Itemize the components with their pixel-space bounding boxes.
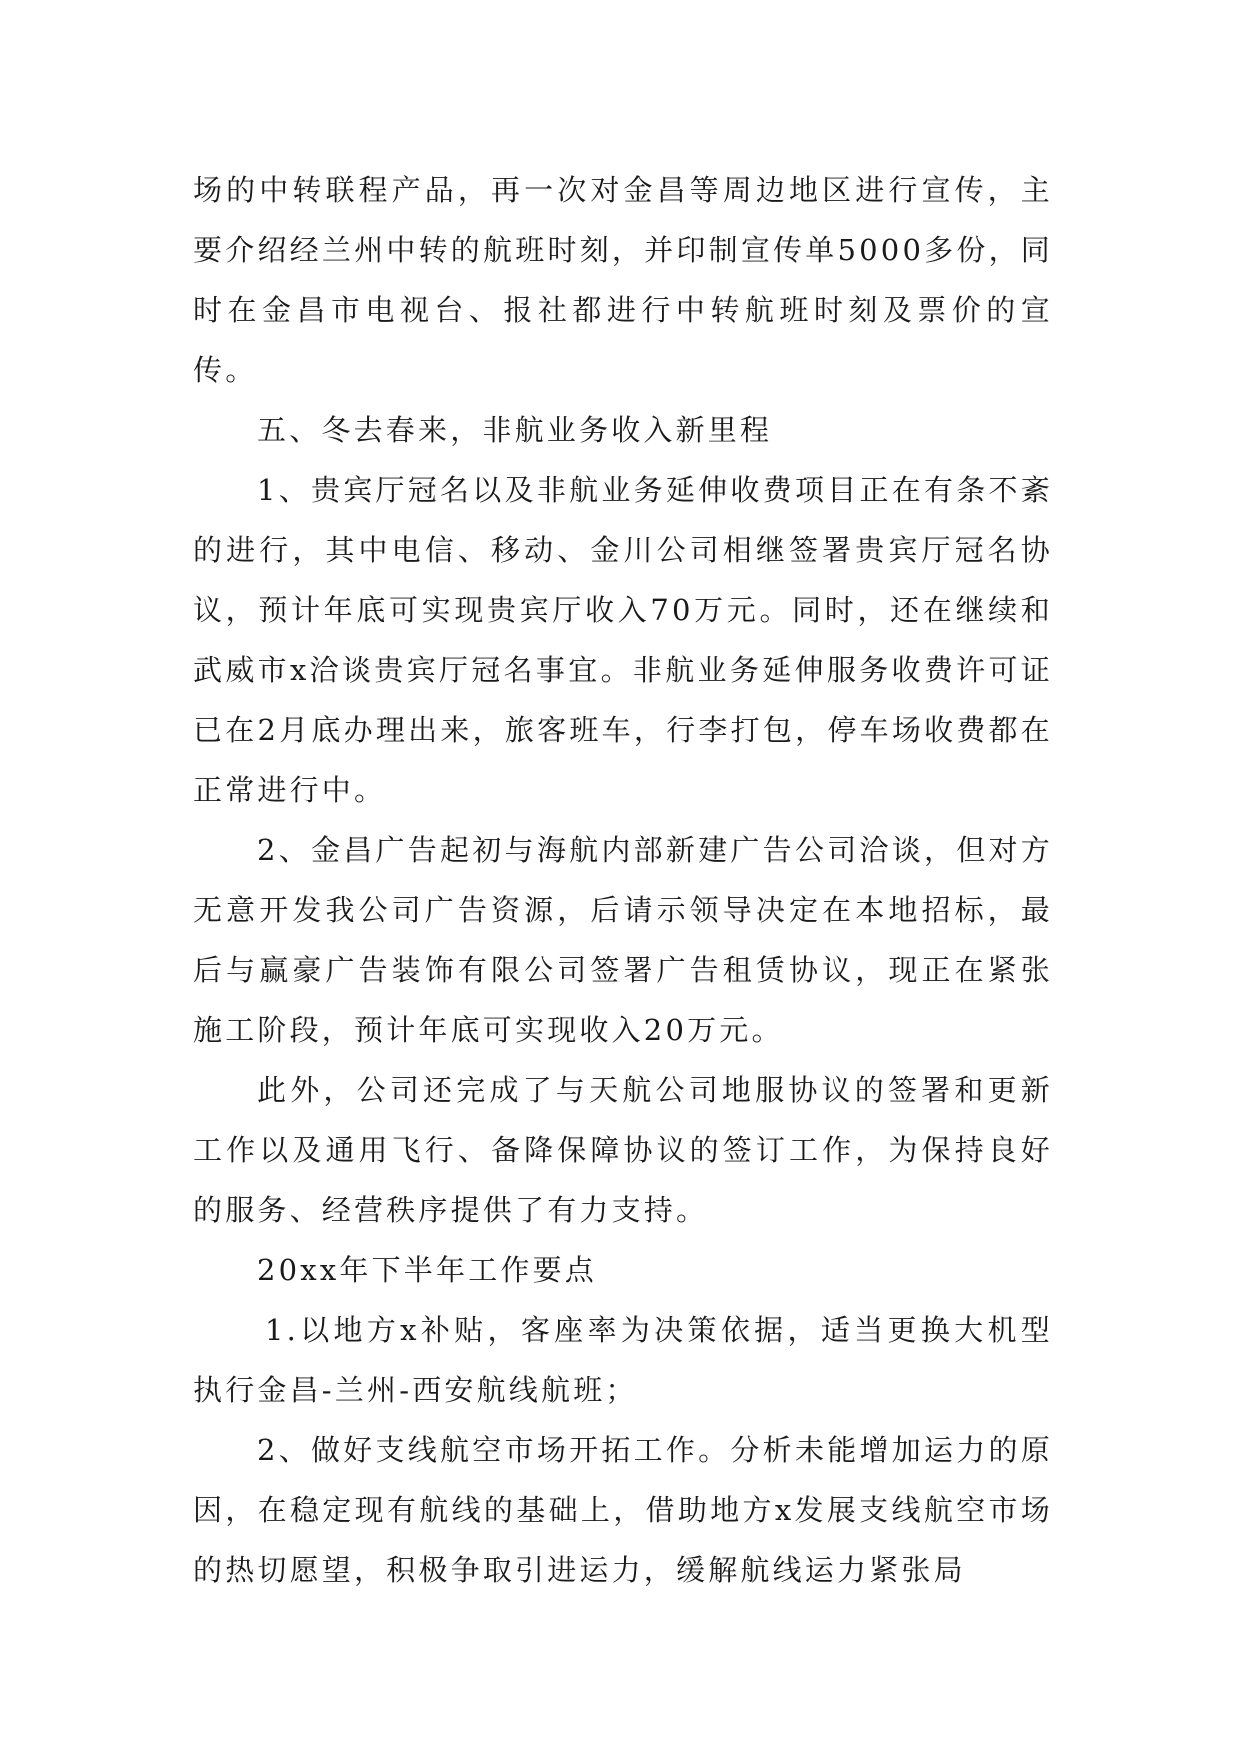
- paragraph-1: 场的中转联程产品，再一次对金昌等周边地区进行宣传，主要介绍经兰州中转的航班时刻，并印制宣传单5000多份，同时在金昌市电视台、报社都进行中转航班时刻及票价的宣传。: [193, 173, 1053, 387]
- list-item-1: 1.以地方x补贴，客座率为决策依据，适当更换大机型执行金昌-兰州-西安航线航班；: [193, 1313, 1053, 1407]
- paragraph-vip-lounge: 1、贵宾厅冠名以及非航业务延伸收费项目正在有条不紊的进行，其中电信、移动、金川公司相继签署贵宾厅冠名协议，预计年底可实现贵宾厅收入70万元。同时，还在继续和武威市x洽谈贵宾厅冠名事宜。非航业务延伸服务收费许可证已在2月底办理出来，旅客班车，行李打包，停车场收费都在正常进行中。: [193, 473, 1053, 807]
- paragraph-agreements: 此外，公司还完成了与天航公司地服协议的签署和更新工作以及通用飞行、备降保障协议的签订工作，为保持良好的服务、经营秩序提供了有力支持。: [193, 1073, 1053, 1227]
- paragraph-advertising: 2、金昌广告起初与海航内部新建广告公司洽谈，但对方无意开发我公司广告资源，后请示领导决定在本地招标，最后与赢豪广告装饰有限公司签署广告租赁协议，现正在紧张施工阶段，预计年底可实现收入20万元。: [193, 833, 1053, 1047]
- section-heading-5: 五、冬去春来，非航业务收入新里程: [257, 413, 773, 447]
- section-heading-second-half: 20xx年下半年工作要点: [257, 1253, 598, 1287]
- list-item-2: 2、做好支线航空市场开拓工作。分析未能增加运力的原因，在稳定现有航线的基础上，借助地方x发展支线航空市场的热切愿望，积极争取引进运力，缓解航线运力紧张局: [193, 1433, 1053, 1587]
- document-body: [193, 160, 1053, 1600]
